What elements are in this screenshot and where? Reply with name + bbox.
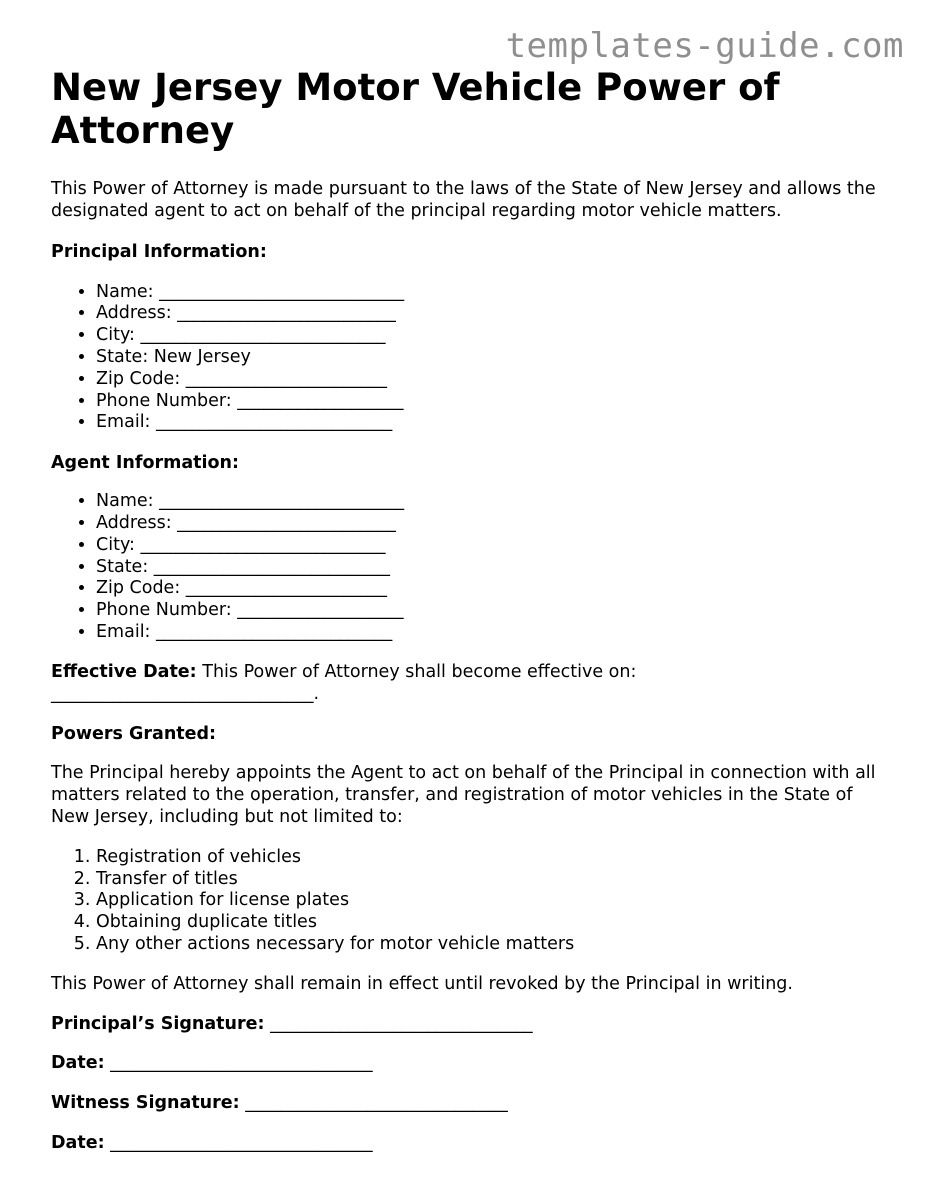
principal-state-field: • State: New Jersey [96, 347, 891, 369]
agent-list [51, 491, 891, 644]
agent-city-field: • City: ____________________________ [96, 535, 891, 557]
date-blank: ______________________________ [104, 1053, 373, 1074]
document [51, 66, 891, 1155]
principal-email-field: • Email: ___________________________ [96, 412, 891, 434]
agent-email-field: • Email: ___________________________ [96, 622, 891, 644]
signature-blank: ______________________________ [239, 1093, 508, 1114]
agent-phone-field: • Phone Number: ___________________ [96, 600, 891, 622]
principal-heading: Principal Information: [51, 241, 267, 262]
powers-heading: Powers Granted: [51, 724, 217, 745]
powers-paragraph: The Principal hereby appoints the Agent to act on behalf of the Principal in connection with all matters related to the operation, transfer, and registration of motor vehicles in the State of New Jersey, including but not limited to: [51, 763, 876, 827]
power-item: 4. Obtaining duplicate titles [96, 912, 891, 934]
principal-phone-field: • Phone Number: ___________________ [96, 391, 891, 413]
witness-signature-line [51, 1093, 891, 1115]
agent-heading: Agent Information: [51, 453, 239, 474]
power-item: 5. Any other actions necessary for motor vehicle matters [96, 934, 891, 956]
signature-label: Principal’s Signature: [51, 1013, 265, 1034]
principal-date-line [51, 1053, 891, 1075]
agent-state-field: • State: ___________________________ [96, 557, 891, 579]
principal-zip-field: • Zip Code: _______________________ [96, 369, 891, 391]
power-item: 1. Registration of vehicles [96, 847, 891, 869]
intro-paragraph: This Power of Attorney is made pursuant to the laws of the State of New Jersey and allows the designated agent to act on behalf of the principal regarding motor vehicle matters. [51, 179, 876, 221]
effective-date-paragraph [51, 662, 891, 706]
power-item: 2. Transfer of titles [96, 869, 891, 891]
date-blank: ______________________________ [104, 1132, 373, 1153]
signature-blank: ______________________________ [264, 1013, 533, 1034]
effective-date-text: This Power of Attorney shall become effective on: ______________________________. [51, 661, 637, 704]
date-label: Date: [51, 1053, 105, 1074]
date-label: Date: [51, 1132, 105, 1153]
watermark: templates-guide.com [505, 26, 904, 66]
principal-list [51, 282, 891, 435]
principal-address-field: • Address: _________________________ [96, 303, 891, 325]
agent-zip-field: • Zip Code: _______________________ [96, 578, 891, 600]
effective-date-label: Effective Date: [51, 661, 197, 682]
principal-name-field: • Name: ____________________________ [96, 282, 891, 304]
agent-address-field: • Address: _________________________ [96, 513, 891, 535]
witness-date-line [51, 1133, 891, 1155]
powers-list [51, 847, 891, 956]
agent-name-field: • Name: ____________________________ [96, 491, 891, 513]
principal-signature-line [51, 1014, 891, 1036]
power-item: 3. Application for license plates [96, 890, 891, 912]
page-title: New Jersey Motor Vehicle Power of Attorney [51, 66, 780, 152]
signature-label: Witness Signature: [51, 1093, 240, 1114]
principal-city-field: • City: ____________________________ [96, 325, 891, 347]
revocation-paragraph: This Power of Attorney shall remain in effect until revoked by the Principal in writing. [51, 973, 793, 994]
